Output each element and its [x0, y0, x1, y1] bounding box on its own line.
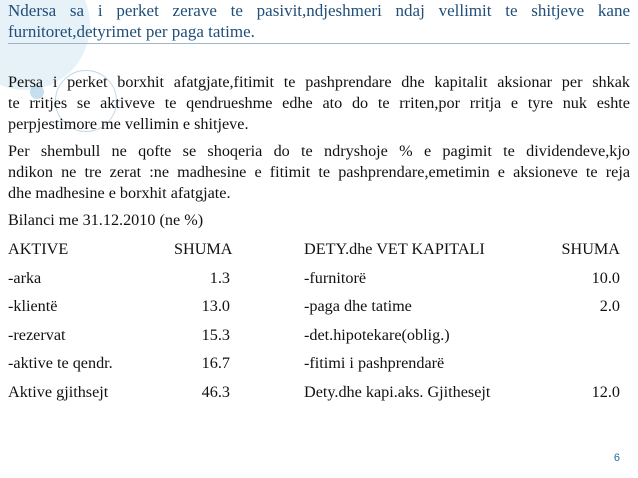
asset-total-amount: 46.3: [201, 382, 230, 401]
table-total-row: [8, 383, 630, 412]
asset-amount: 16.7: [201, 354, 230, 372]
slide-body: [8, 72, 630, 237]
table-row: [8, 297, 630, 326]
liability-name: -det.hipotekare(oblig.): [304, 325, 450, 344]
balance-sheet-title: Bilanci me 31.12.2010 (ne %): [8, 211, 204, 229]
asset-amount: 13.0: [201, 297, 230, 315]
table-row: [8, 269, 630, 298]
table-row: [8, 354, 630, 383]
asset-name: -rezervat: [8, 325, 66, 344]
liability-total-label: Dety.dhe kapi.aks. Gjithesejt: [304, 382, 491, 401]
liability-amount: 10.0: [591, 268, 620, 287]
paragraph-2: [8, 141, 630, 204]
header-amount-assets: SHUMA: [174, 240, 233, 258]
asset-total-label: Aktive gjithsejt: [8, 382, 109, 401]
asset-amount: 1.3: [209, 268, 230, 287]
title-line-1: Ndersa sa i perket zerave te pasivit,ndjeshmeri ndaj vellimit te shitjeve kane: [8, 1, 630, 20]
paragraph-line: dhe madhesine e borxhit afatgjate.: [8, 184, 231, 202]
paragraph-1: [8, 72, 630, 135]
liability-name: -furnitorë: [304, 268, 367, 287]
header-amount-liabilities: SHUMA: [561, 240, 620, 258]
liability-total-amount: 12.0: [591, 382, 620, 401]
header-liabilities: DETY.dhe VET KAPITALI: [304, 240, 485, 258]
liability-name: -paga dhe tatime: [304, 297, 412, 315]
page-number: 6: [613, 452, 620, 464]
paragraph-line: ndikon ne tre zerat :ne madhesine e fitimit te pashprendare,emetimin e aksioneve te reja: [8, 163, 630, 181]
liability-name: -fitimi i pashprendarë: [304, 354, 445, 372]
asset-amount: 15.3: [201, 325, 230, 344]
slide-title: [8, 0, 630, 44]
table-header-row: [8, 240, 630, 269]
paragraph-line: perpjestimore me vellimin e shitjeve.: [8, 115, 249, 133]
paragraph-line: Persa i perket borxhit afatgjate,fitimit te pashprendare dhe kapitalit aksionar per shkak: [8, 73, 630, 91]
paragraph-line: Per shembull ne qofte se shoqeria do te ndryshoje % e pagimit te dividendeve,kjo: [8, 142, 630, 160]
balance-sheet-table: [8, 240, 630, 411]
asset-name: -klientë: [8, 297, 58, 315]
liability-amount: 2.0: [599, 297, 620, 315]
table-row: [8, 326, 630, 355]
asset-name: -arka: [8, 268, 42, 287]
paragraph-line: te rritjes se aktiveve te qendrueshme edhe ato do te rriten,por rritja e tyre nuk eshte: [8, 94, 630, 112]
asset-name: -aktive te qendr.: [8, 354, 113, 372]
title-line-2: furnitoret,detyrimet per paga tatime.: [8, 21, 630, 44]
header-assets: AKTIVE: [8, 240, 69, 258]
